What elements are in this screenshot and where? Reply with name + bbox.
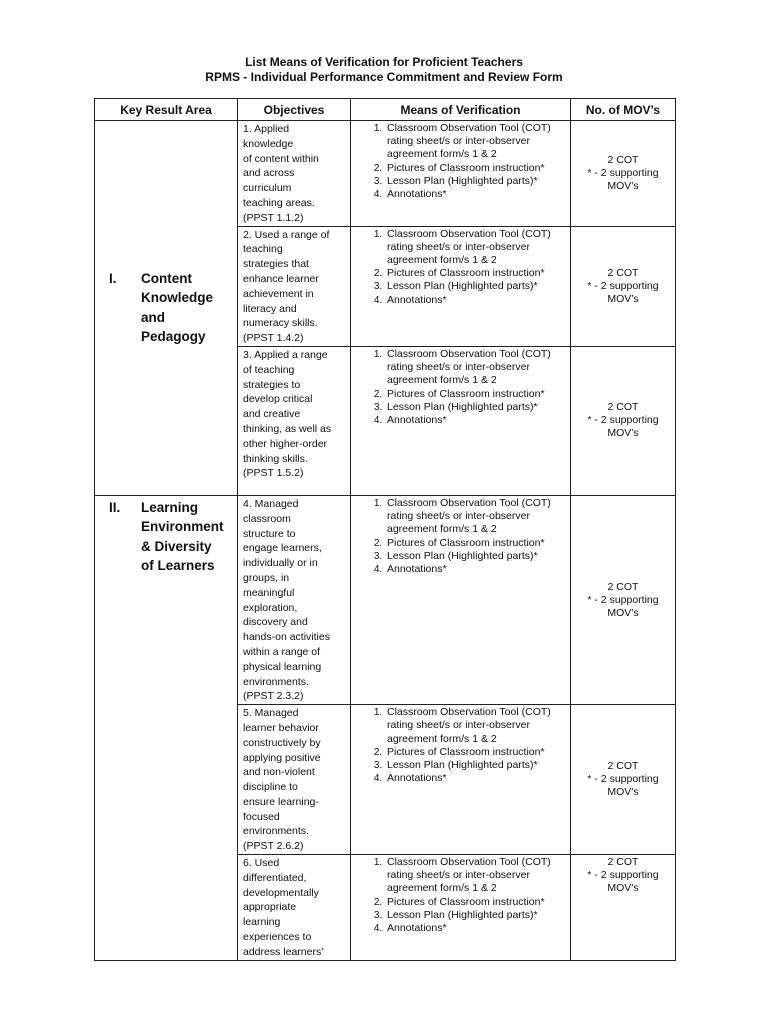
mov-count-cell (571, 346, 676, 495)
mov-item: 2. Pictures of Classroom instruction* (385, 746, 568, 759)
column-header-means-of-verification: Means of Verification (351, 99, 571, 121)
mov-count-line: 2 COT (607, 153, 639, 166)
mov-count-cell (571, 705, 676, 855)
mov-item: 4. Annotations* (385, 294, 568, 307)
mov-count-line: 2 COT (607, 580, 639, 593)
key-result-area-cell (95, 121, 238, 496)
mov-list (351, 348, 568, 427)
mov-count-line: MOV’s (607, 606, 639, 619)
mov-item: 3. Lesson Plan (Highlighted parts)* (385, 175, 568, 188)
document-subtitle: RPMS - Individual Performance Commitment and Review Form (205, 70, 563, 84)
key-result-area-cell (95, 495, 238, 960)
mov-count-cell (571, 226, 676, 346)
mov-item: 4. Annotations* (385, 563, 568, 576)
table-header-row (95, 99, 676, 121)
mov-count-line: 2 COT (607, 401, 639, 414)
mov-item: 2. Pictures of Classroom instruction* (385, 388, 568, 401)
mov-item: 3. Lesson Plan (Highlighted parts)* (385, 909, 568, 922)
mov-item: 4. Annotations* (385, 772, 568, 785)
mov-item: 3. Lesson Plan (Highlighted parts)* (385, 550, 568, 563)
mov-count-cell (571, 121, 676, 227)
table-row (95, 495, 676, 704)
column-header-key-result-area: Key Result Area (95, 99, 238, 121)
objective-cell: 5. Managed learner behavior constructively by applying positive and non-violent discipline to ensure learning- focused environments. (PPST 2.6.2) (238, 705, 351, 855)
mov-count-line: MOV’s (607, 427, 639, 440)
mov-cell (351, 346, 571, 495)
mov-item: 2. Pictures of Classroom instruction* (385, 537, 568, 550)
mov-item: 4. Annotations* (385, 414, 568, 427)
mov-count-line: 2 COT (607, 760, 639, 773)
mov-item: 1. Classroom Observation Tool (COT) rating sheet/s or inter-observer agreement form/s 1 & 2 (385, 497, 568, 537)
mov-count-line: MOV’s (607, 882, 639, 895)
mov-count-line: MOV’s (607, 786, 639, 799)
mov-item: 3. Lesson Plan (Highlighted parts)* (385, 401, 568, 414)
mov-cell (351, 705, 571, 855)
mov-count-line: MOV’s (607, 292, 639, 305)
mov-count-line: * - 2 supporting (587, 414, 659, 427)
mov-item: 1. Classroom Observation Tool (COT) rating sheet/s or inter-observer agreement form/s 1 & 2 (385, 122, 568, 162)
mov-cell (351, 121, 571, 227)
mov-cell (351, 226, 571, 346)
mov-list (351, 497, 568, 576)
objective-cell: 3. Applied a range of teaching strategies to develop critical and creative thinking, as well as other higher-order thinking skills. (PPST 1.5.2) (238, 346, 351, 495)
mov-item: 1. Classroom Observation Tool (COT) rating sheet/s or inter-observer agreement form/s 1 & 2 (385, 856, 568, 896)
objective-cell: 6. Used differentiated, developmentally appropriate learning experiences to address learners’ (238, 855, 351, 961)
kra-name: Content Knowledge and Pedagogy (141, 270, 214, 345)
mov-item: 2. Pictures of Classroom instruction* (385, 896, 568, 909)
verification-table (94, 98, 676, 961)
column-header-no-of-movs: No. of MOV’s (571, 99, 676, 121)
mov-cell (351, 495, 571, 704)
mov-list (351, 122, 568, 201)
mov-item: 1. Classroom Observation Tool (COT) rating sheet/s or inter-observer agreement form/s 1 & 2 (385, 228, 568, 268)
mov-item: 2. Pictures of Classroom instruction* (385, 162, 568, 175)
mov-item: 3. Lesson Plan (Highlighted parts)* (385, 280, 568, 293)
kra-name: Learning Environment & Diversity of Learners (141, 499, 224, 574)
mov-count-line: * - 2 supporting (587, 166, 659, 179)
document-title: List Means of Verification for Proficient Teachers (245, 55, 523, 69)
mov-list (351, 856, 568, 935)
mov-count-line: 2 COT (607, 266, 639, 279)
mov-count-line: 2 COT (607, 856, 639, 869)
mov-item: 4. Annotations* (385, 922, 568, 935)
kra-number: II. (109, 499, 121, 515)
mov-count-line: * - 2 supporting (587, 773, 659, 786)
column-header-objectives: Objectives (238, 99, 351, 121)
mov-count-line: * - 2 supporting (587, 869, 659, 882)
mov-count-cell (571, 855, 676, 961)
mov-count-line: * - 2 supporting (587, 279, 659, 292)
mov-count-cell (571, 495, 676, 704)
mov-list (351, 706, 568, 785)
mov-list (351, 228, 568, 307)
mov-count-line: MOV’s (607, 179, 639, 192)
mov-item: 1. Classroom Observation Tool (COT) rating sheet/s or inter-observer agreement form/s 1 & 2 (385, 348, 568, 388)
mov-item: 3. Lesson Plan (Highlighted parts)* (385, 759, 568, 772)
table-row (95, 121, 676, 227)
objective-cell: 4. Managed classroom structure to engage learners, individually or in groups, in meaningful exploration, discovery and hands-on activities within a range of physical learning environments. (PPST 2.3.2) (238, 495, 351, 704)
objective-cell: 1. Applied knowledge of content within and across curriculum teaching areas. (PPST 1.1.2) (238, 121, 351, 227)
mov-item: 1. Classroom Observation Tool (COT) rating sheet/s or inter-observer agreement form/s 1 & 2 (385, 706, 568, 746)
mov-cell (351, 855, 571, 961)
objective-cell: 2. Used a range of teaching strategies that enhance learner achievement in literacy and numeracy skills. (PPST 1.4.2) (238, 226, 351, 346)
kra-number: I. (109, 270, 117, 286)
mov-item: 4. Annotations* (385, 188, 568, 201)
mov-count-line: * - 2 supporting (587, 593, 659, 606)
mov-item: 2. Pictures of Classroom instruction* (385, 267, 568, 280)
